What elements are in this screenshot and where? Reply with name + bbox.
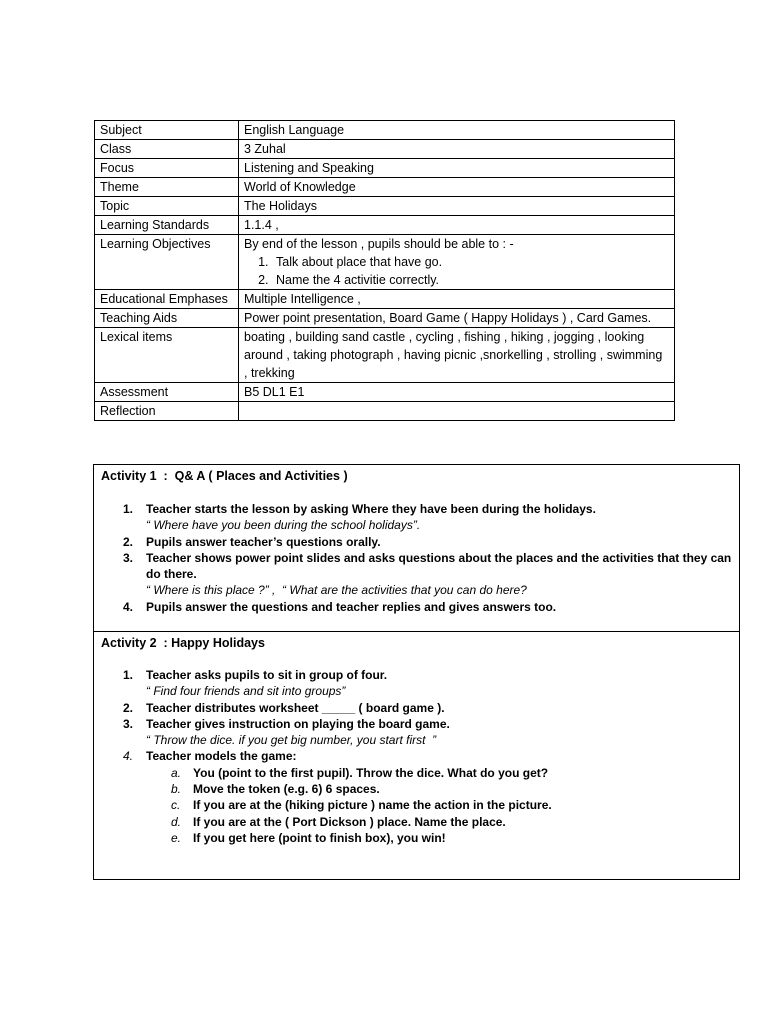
row-value: Power point presentation, Board Game ( Happy Holidays ) , Card Games. [239,309,675,328]
step-number: 3. [123,550,134,565]
table-row [95,235,675,290]
row-label: Learning Standards [95,216,239,235]
row-value: boating , building sand castle , cycling , fishing , hiking , jogging , looking around , taking photograph , having picnic ,snorkelling , strolling , swimming , trekking [239,328,675,383]
table-row [95,178,675,197]
table-row [95,140,675,159]
row-value: Listening and Speaking [239,159,675,178]
step-text: Teacher distributes worksheet _____ ( board game ). [146,700,445,715]
activity-2-box [93,631,740,880]
sub-step-letter: d. [171,814,182,829]
activity-1-steps [94,501,734,615]
table-row [95,309,675,328]
step-quote: “ Where is this place ?” , “ What are the activities that you can do here? [146,583,527,598]
sub-step-letter: a. [171,765,182,780]
step-quote: “ Throw the dice. if you get big number, you start first ” [146,733,437,748]
list-item [94,534,734,550]
step-number: 2. [123,534,134,549]
list-item [146,814,734,830]
lesson-info-table [94,120,675,421]
row-label: Assessment [95,383,239,402]
list-item [94,748,734,846]
table-row [95,383,675,402]
activity-2-steps [94,667,734,846]
row-value: English Language [239,121,675,140]
table-row [95,197,675,216]
table-row [95,328,675,383]
list-item [94,716,734,749]
row-label: Topic [95,197,239,216]
row-value: Multiple Intelligence , [239,290,675,309]
row-label: Reflection [95,402,239,421]
row-label: Lexical items [95,328,239,383]
objectives-cell [239,235,675,290]
list-item [146,781,734,797]
activity-1-box [93,464,740,632]
list-item: 1. Talk about place that have go. [272,253,669,271]
table-row [95,290,675,309]
list-item [94,501,734,534]
game-sub-steps [146,765,734,846]
step-number: 4. [123,599,134,614]
row-value [239,402,675,421]
row-value: World of Knowledge [239,178,675,197]
list-item [146,830,734,846]
step-text: Teacher models the game: [146,749,297,764]
activity-1-title: Activity 1 : Q& A ( Places and Activities ) [101,469,348,483]
step-text: Teacher shows power point slides and asks questions about the places and the activities that they can do there. [146,550,732,582]
row-label: Subject [95,121,239,140]
row-label: Learning Objectives [95,235,239,290]
sub-step-text: You (point to the first pupil). Throw the dice. What do you get? [193,765,549,780]
list-item [94,700,734,716]
objectives-intro: By end of the lesson , pupils should be able to : - [244,237,514,251]
list-item [146,765,734,781]
step-text: Pupils answer the questions and teacher replies and gives answers too. [146,599,557,614]
table-row [95,159,675,178]
step-text: Teacher starts the lesson by asking Where they have been during the holidays. [146,502,596,516]
list-item: 2. Name the 4 activitie correctly. [272,271,669,289]
step-number: 1. [123,502,134,516]
row-value: 1.1.4 , [239,216,675,235]
step-number: 1. [123,668,134,682]
list-item [94,550,734,599]
sub-step-text: Move the token (e.g. 6) 6 spaces. [193,782,380,797]
step-number: 4. [123,749,134,764]
sub-step-text: If you are at the (hiking picture ) name the action in the picture. [193,798,552,813]
step-number: 2. [123,700,134,715]
table-row [95,402,675,421]
row-label: Class [95,140,239,159]
sub-step-text: If you get here (point to finish box), you win! [193,830,446,845]
row-value: B5 DL1 E1 [239,383,675,402]
step-text: Teacher gives instruction on playing the board game. [146,716,450,731]
step-number: 3. [123,716,134,731]
table-row [95,121,675,140]
objectives-list [244,253,669,289]
sub-step-text: If you are at the ( Port Dickson ) place. Name the place. [193,814,506,829]
row-value: 3 Zuhal [239,140,675,159]
activity-2-title: Activity 2 : Happy Holidays [101,636,265,650]
row-label: Theme [95,178,239,197]
row-value: The Holidays [239,197,675,216]
step-text: Teacher asks pupils to sit in group of four. [146,668,388,682]
row-label: Focus [95,159,239,178]
row-label: Educational Emphases [95,290,239,309]
table-row [95,216,675,235]
sub-step-letter: b. [171,782,182,797]
step-quote: “ Where have you been during the school holidays”. [146,518,421,533]
list-item [146,797,734,813]
list-item [94,599,734,615]
list-item [94,667,734,700]
sub-step-letter: e. [171,830,182,845]
step-quote: “ Find four friends and sit into groups” [146,684,346,699]
step-text: Pupils answer teacher’s questions orally. [146,534,381,549]
row-label: Teaching Aids [95,309,239,328]
sub-step-letter: c. [171,798,181,813]
